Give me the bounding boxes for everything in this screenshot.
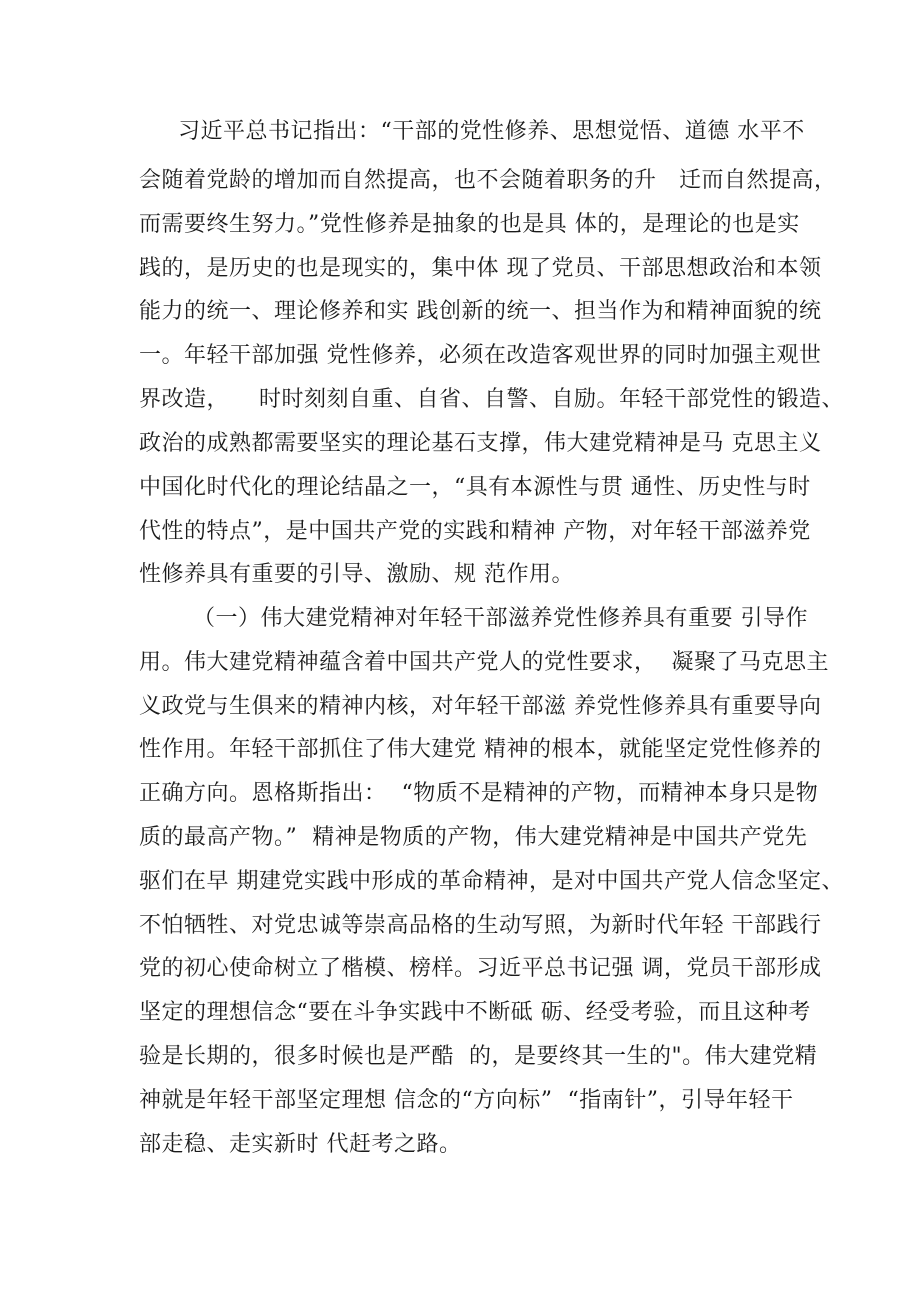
paragraph-2-line-1: （一）伟大建党精神对年轻干部滋养党性修养具有重要 引导作: [193, 606, 808, 631]
paragraph-1-line-9: 中国化时代化的理论结晶之一，“具有本源性与贯 通性、历史性与时: [139, 475, 811, 500]
paragraph-2-line-2: 用。伟大建党精神蕴含着中国共产党人的党性要求， 凝聚了马克思主: [139, 650, 829, 675]
paragraph-2-line-5: 正确方向。恩格斯指出： “物质不是精神的产物，而精神本身只是物: [139, 781, 819, 806]
paragraph-1-line-4: 践的，是历史的也是现实的，集中体 现了党员、干部思想政治和本领: [139, 256, 822, 281]
paragraph-1-line-1: 习近平总书记指出：“干部的党性修养、思想觉悟、道德 水平不: [178, 119, 805, 144]
paragraph-2-line-6: 质的最高产物。” 精神是物质的产物，伟大建党精神是中国共产党先: [139, 825, 808, 850]
paragraph-2-line-13: 部走稳、走实新时 代赶考之路。: [139, 1132, 462, 1157]
paragraph-2-line-8: 不怕牺牲、对党忠诚等崇高品格的生动写照，为新时代年轻 干部践行: [139, 913, 822, 938]
paragraph-1-line-2: 会随着党龄的增加而自然提高，也不会随着职务的升 迁而自然提高，: [139, 168, 837, 193]
paragraph-2-line-11: 验是长期的，很多时候也是严酷 的，是要终其一生的"。伟大建党精: [139, 1044, 818, 1069]
paragraph-1-line-5: 能力的统一、理论修养和实 践创新的统一、担当作为和精神面貌的统: [139, 299, 822, 324]
paragraph-2-line-4: 性作用。年轻干部抓住了伟大建党 精神的根本，就能坚定党性修养的: [139, 737, 822, 762]
paragraph-2-line-10: 坚定的理想信念“要在斗争实践中不断砥 砺、经受考验，而且这种考: [139, 1000, 811, 1025]
paragraph-1-line-8: 政治的成熟都需要坚实的理论基石支撑，伟大建党精神是马 克思主义: [139, 431, 822, 456]
paragraph-1-line-10: 代性的特点”，是中国共产党的实践和精神 产物，对年轻干部滋养党: [139, 519, 811, 544]
paragraph-1-line-7: 界改造， 时时刻刻自重、自省、自警、自励。年轻干部党性的锻造、: [139, 387, 844, 412]
paragraph-1-line-3: 而需要终生努力。”党性修养是抽象的也是具 体的，是理论的也是实: [139, 212, 800, 237]
paragraph-2-line-12: 神就是年轻干部坚定理想 信念的“方向标” “指南针”，引导年轻干: [139, 1088, 794, 1113]
paragraph-2-line-7: 驱们在早 期建党实践中形成的革命精神，是对中国共产党人信念坚定、: [139, 869, 844, 894]
paragraph-1-line-11: 性修养具有重要的引导、激励、规 范作用。: [139, 562, 574, 587]
paragraph-2-line-3: 义政党与生俱来的精神内核，对年轻干部滋 养党性修养具有重要导向: [139, 694, 822, 719]
paragraph-1-line-6: 一。年轻干部加强 党性修养，必须在改造客观世界的同时加强主观世: [139, 343, 822, 368]
paragraph-2-line-9: 党的初心使命树立了楷模、榜样。习近平总书记强 调，党员干部形成: [139, 956, 822, 981]
